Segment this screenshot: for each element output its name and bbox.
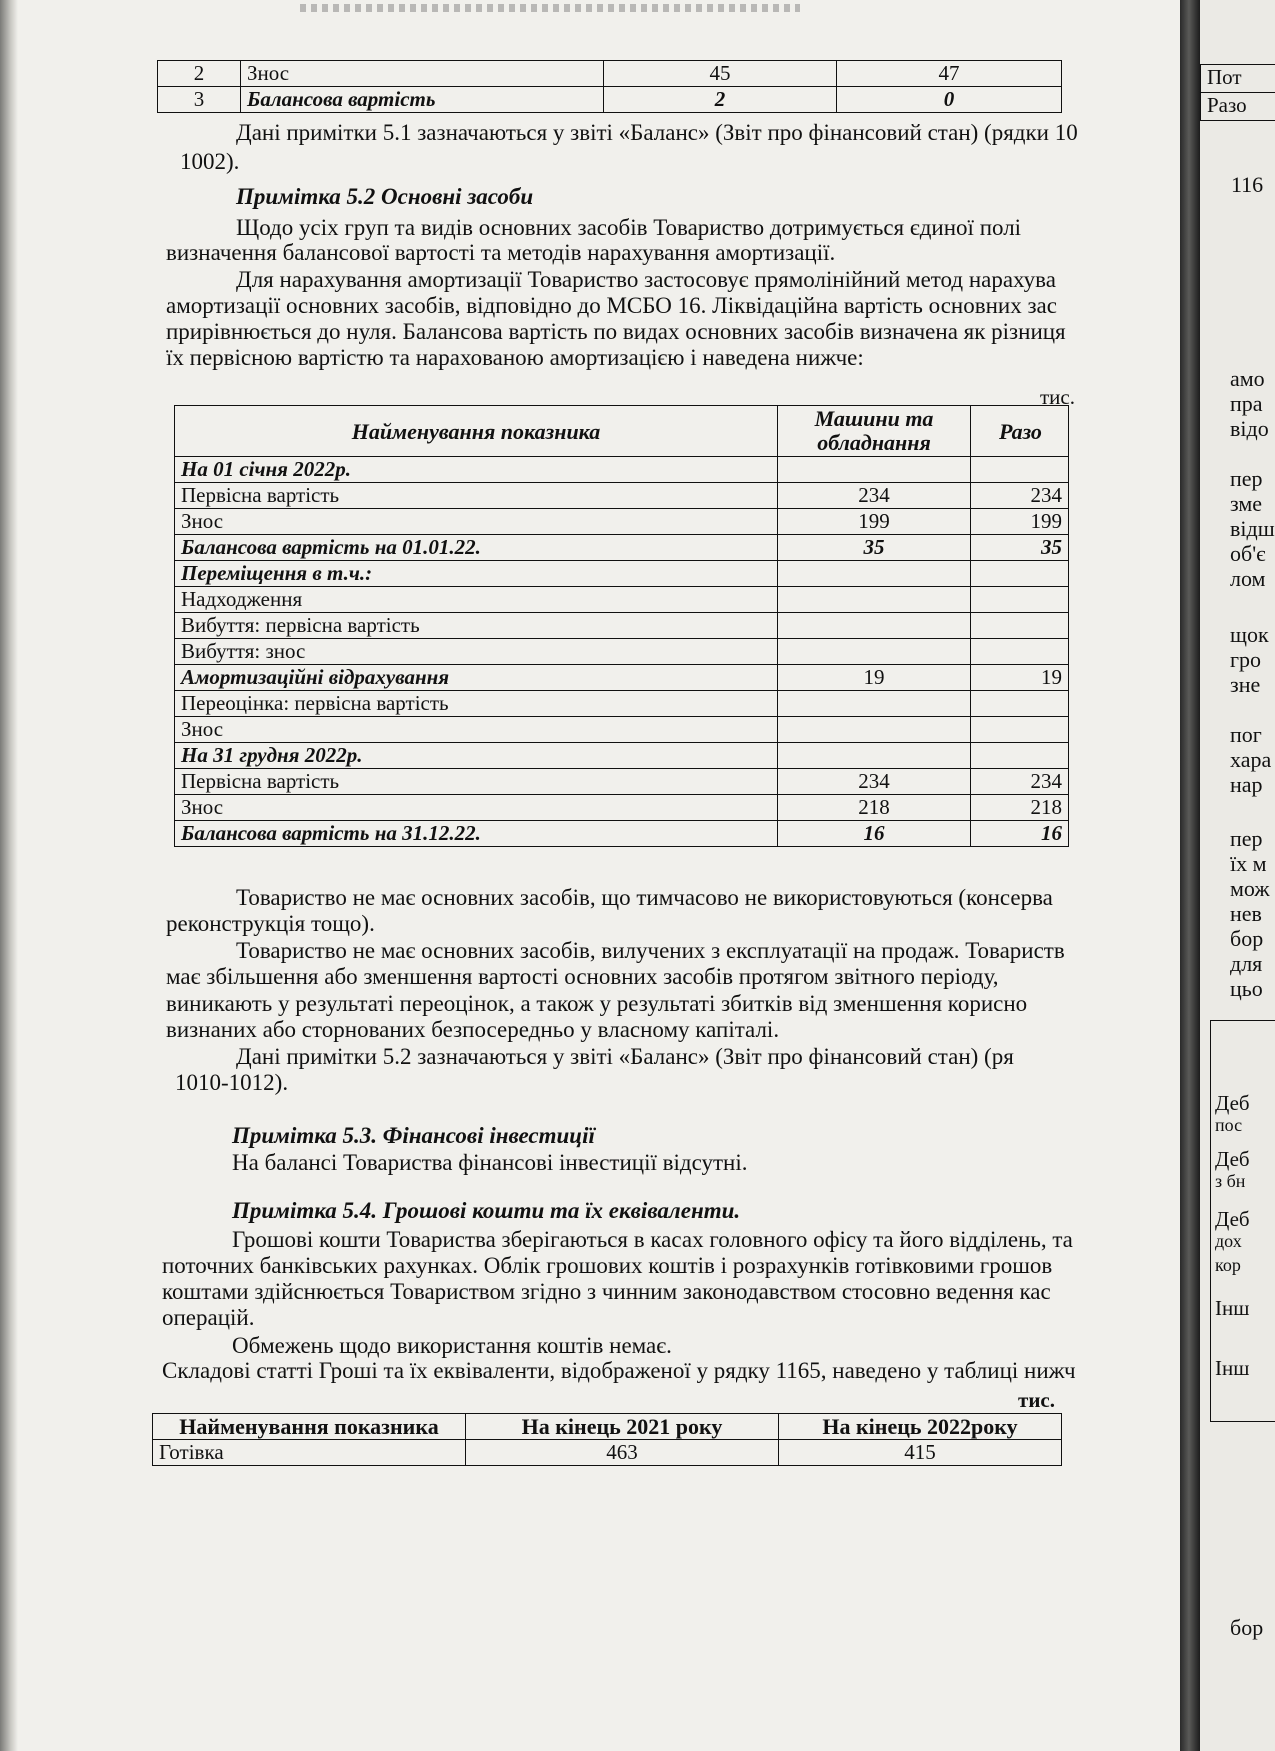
row-name: Переміщення в т.ч.: xyxy=(175,561,778,587)
right-text: лом xyxy=(1230,566,1266,591)
table-row xyxy=(175,691,1069,717)
right-table-cell: Деб xyxy=(1215,1091,1250,1115)
row-value: 415 xyxy=(779,1440,1062,1466)
row-value: 45 xyxy=(604,61,837,87)
row-value xyxy=(778,587,971,613)
table-row xyxy=(175,743,1069,769)
table-row xyxy=(175,587,1069,613)
row-name: Вибуття: первісна вартість xyxy=(175,613,778,639)
row-number: 2 xyxy=(158,61,241,87)
paragraph-text: 1010-1012). xyxy=(175,1070,289,1095)
section-heading: Примітка 5.4. Грошові кошти та їх еквіваленти. xyxy=(232,1198,741,1223)
paragraph-text: поточних банківських рахунках. Облік грошових коштів і розрахунків готівковими грошов xyxy=(162,1253,1053,1278)
right-table-cell: Інш xyxy=(1215,1296,1250,1320)
paragraph-text: коштами здійснюється Товариством згідно з чинним законодавством стосовно ведення кас xyxy=(162,1279,1051,1304)
column-header: Найменування показника xyxy=(175,406,778,457)
right-text: гро xyxy=(1230,647,1262,672)
row-name: Первісна вартість xyxy=(175,483,778,509)
right-text: відо xyxy=(1230,416,1269,441)
unit-label: тис. xyxy=(1018,1388,1055,1412)
row-value xyxy=(778,639,971,665)
right-table-cell: Разо xyxy=(1207,93,1247,117)
right-table-cell: Деб xyxy=(1215,1147,1250,1171)
table-row xyxy=(175,535,1069,561)
paragraph-text: операцій. xyxy=(162,1305,255,1330)
row-value: 16 xyxy=(778,821,971,847)
row-value: 2 xyxy=(604,87,837,113)
row-value xyxy=(778,613,971,639)
row-value: 234 xyxy=(971,769,1069,795)
section-heading: Примітка 5.2 Основні засоби xyxy=(236,184,534,209)
row-name: Переоцінка: первісна вартість xyxy=(175,691,778,717)
table-row xyxy=(175,509,1069,535)
right-text: пер xyxy=(1230,826,1263,851)
table-row xyxy=(175,561,1069,587)
unit-label: тис. xyxy=(1040,385,1075,409)
row-name: Балансова вартість на 01.01.22. xyxy=(175,535,778,561)
right-text: для xyxy=(1230,951,1263,976)
row-name: На 01 січня 2022р. xyxy=(175,457,778,483)
row-value: 199 xyxy=(971,509,1069,535)
row-name: Знос xyxy=(175,509,778,535)
row-value xyxy=(778,743,971,769)
table-row xyxy=(175,717,1069,743)
row-number: 3 xyxy=(158,87,241,113)
table-header-row xyxy=(175,406,1069,457)
paragraph-text: амортизації основних засобів, відповідно до МСБО 16. Ліквідаційна вартість основних зас xyxy=(166,293,1057,318)
row-value: 19 xyxy=(778,665,971,691)
column-header-line: Машини та xyxy=(814,406,934,431)
row-value xyxy=(778,717,971,743)
row-value xyxy=(971,743,1069,769)
row-value: 234 xyxy=(778,769,971,795)
row-value xyxy=(971,457,1069,483)
paragraph-text: Дані примітки 5.1 зазначаються у звіті «Баланс» (Звіт про фінансовий стан) (рядки 10 xyxy=(236,120,1078,145)
row-value: 218 xyxy=(971,795,1069,821)
paragraph-text: Товариство не має основних засобів, що тимчасово не використовуються (консерва xyxy=(236,885,1053,910)
table-row xyxy=(175,639,1069,665)
row-name: Знос xyxy=(175,717,778,743)
table-row xyxy=(153,1440,1062,1466)
row-name: Готівка xyxy=(153,1440,466,1466)
table-row xyxy=(158,61,1062,87)
column-header: Разо xyxy=(971,406,1069,457)
right-text: хара xyxy=(1230,747,1272,772)
column-header: Найменування показника xyxy=(153,1414,466,1440)
row-name: Балансова вартість xyxy=(241,87,604,113)
paragraph-text: прирівнюється до нуля. Балансова вартість по видах основних засобів визначена як різниця xyxy=(166,319,1066,344)
row-name: Амортизаційні відрахування xyxy=(175,665,778,691)
right-text: бор xyxy=(1230,926,1264,951)
row-value: 234 xyxy=(778,483,971,509)
right-text: пра xyxy=(1230,391,1263,416)
row-name: Знос xyxy=(241,61,604,87)
row-value xyxy=(971,587,1069,613)
row-value: 16 xyxy=(971,821,1069,847)
right-bottom-table xyxy=(1210,1020,1275,1422)
table-header-row xyxy=(153,1414,1062,1440)
row-value: 35 xyxy=(778,535,971,561)
column-header-line: обладнання xyxy=(817,430,931,455)
table-row xyxy=(175,665,1069,691)
paragraph-text: визнаних або сторнованих безпосередньо у власному капіталі. xyxy=(166,1017,780,1042)
row-value: 19 xyxy=(971,665,1069,691)
row-value xyxy=(778,457,971,483)
fixed-assets-body xyxy=(175,457,1069,847)
table-row xyxy=(175,457,1069,483)
row-name: Первісна вартість xyxy=(175,769,778,795)
right-table-cell: кор xyxy=(1215,1255,1241,1275)
row-value: 0 xyxy=(837,87,1062,113)
bleed-through-text xyxy=(300,4,800,12)
row-value: 234 xyxy=(971,483,1069,509)
paragraph-text: Грошові кошти Товариства зберігаються в касах головного офісу та його відділень, та xyxy=(232,1227,1073,1252)
paragraph-text: реконструкція тощо). xyxy=(166,911,375,936)
paragraph-text: Обмежень щодо використання коштів немає. xyxy=(232,1333,672,1358)
row-value xyxy=(778,691,971,717)
right-text: відш xyxy=(1230,516,1275,541)
row-name: На 31 грудня 2022р. xyxy=(175,743,778,769)
paragraph-text: їх первісною вартістю та нарахованою амортизацією і наведена нижче: xyxy=(166,345,864,370)
row-name: Вибуття: знос xyxy=(175,639,778,665)
right-table-cell: з бн xyxy=(1215,1171,1246,1191)
row-name: Знос xyxy=(175,795,778,821)
paragraph-text: виникають у результаті переоцінок, а також у результаті збитків від зменшення корисно xyxy=(166,991,1028,1016)
table-row xyxy=(175,795,1069,821)
right-top-table xyxy=(1200,64,1275,121)
paragraph-text: 1002). xyxy=(180,149,240,174)
column-header: На кінець 2022року xyxy=(779,1414,1062,1440)
fixed-assets-table xyxy=(174,405,1069,847)
cash-table xyxy=(152,1413,1062,1466)
top-table xyxy=(157,60,1062,113)
right-text: нар xyxy=(1230,772,1263,797)
right-text: пер xyxy=(1230,466,1263,491)
paragraph-text: визначення балансової вартості та методів нарахування амортизації. xyxy=(166,240,836,265)
right-table-cell: Інш xyxy=(1215,1356,1250,1380)
row-value xyxy=(971,639,1069,665)
paragraph-text: Складові статті Гроші та їх еквіваленти, відображеної у рядку 1165, наведено у таблиці нижч xyxy=(162,1358,1076,1383)
table-row xyxy=(175,821,1069,847)
row-value xyxy=(971,613,1069,639)
row-value: 218 xyxy=(778,795,971,821)
paragraph-text: має збільшення або зменшення вартості основних засобів протягом звітного періоду, xyxy=(166,964,999,989)
column-header: На кінець 2021 року xyxy=(466,1414,779,1440)
table-row xyxy=(175,483,1069,509)
right-text: їх м xyxy=(1230,851,1267,876)
row-name: Балансова вартість на 31.12.22. xyxy=(175,821,778,847)
right-text: зне xyxy=(1230,672,1261,697)
row-value xyxy=(778,561,971,587)
right-text: мож xyxy=(1230,876,1270,901)
paragraph-text: Щодо усіх груп та видів основних засобів Товариство дотримується єдиної полі xyxy=(236,215,1022,240)
paragraph-text: Товариство не має основних засобів, вилучених з експлуатації на продаж. Товариств xyxy=(236,938,1065,963)
right-table-cell: Деб xyxy=(1215,1207,1250,1231)
right-page xyxy=(1200,0,1275,1751)
right-text: пог xyxy=(1230,722,1262,747)
section-heading: Примітка 5.3. Фінансові інвестиції xyxy=(232,1123,595,1148)
table-row xyxy=(175,613,1069,639)
row-value xyxy=(971,561,1069,587)
right-table-cell: пос xyxy=(1215,1115,1243,1135)
row-value: 47 xyxy=(837,61,1062,87)
row-value xyxy=(971,691,1069,717)
column-header xyxy=(778,406,971,457)
book-spine xyxy=(1180,0,1200,1751)
right-table-cell: дох xyxy=(1215,1231,1242,1251)
row-value: 199 xyxy=(778,509,971,535)
row-value xyxy=(971,717,1069,743)
right-text: амо xyxy=(1230,366,1265,391)
paragraph-text: Для нарахування амортизації Товариство застосовує прямолінійний метод нарахува xyxy=(236,267,1056,292)
page-edge-shadow xyxy=(0,0,18,1751)
right-text: нев xyxy=(1230,901,1262,926)
row-value: 35 xyxy=(971,535,1069,561)
table-row xyxy=(175,769,1069,795)
right-text: бор xyxy=(1230,1615,1264,1640)
right-table-cell: Пот xyxy=(1201,65,1275,93)
right-text: зме xyxy=(1230,491,1263,516)
row-name: Надходження xyxy=(175,587,778,613)
paragraph-text: На балансі Товариства фінансові інвестиції відсутні. xyxy=(232,1150,748,1175)
row-value: 463 xyxy=(466,1440,779,1466)
table-row xyxy=(158,87,1062,113)
right-text: цьо xyxy=(1230,976,1263,1001)
right-text: 116 xyxy=(1231,172,1264,197)
paragraph-text: Дані примітки 5.2 зазначаються у звіті «Баланс» (Звіт про фінансовий стан) (ря xyxy=(236,1044,1014,1069)
right-text: щок xyxy=(1230,622,1269,647)
right-text: об'є xyxy=(1230,541,1266,566)
